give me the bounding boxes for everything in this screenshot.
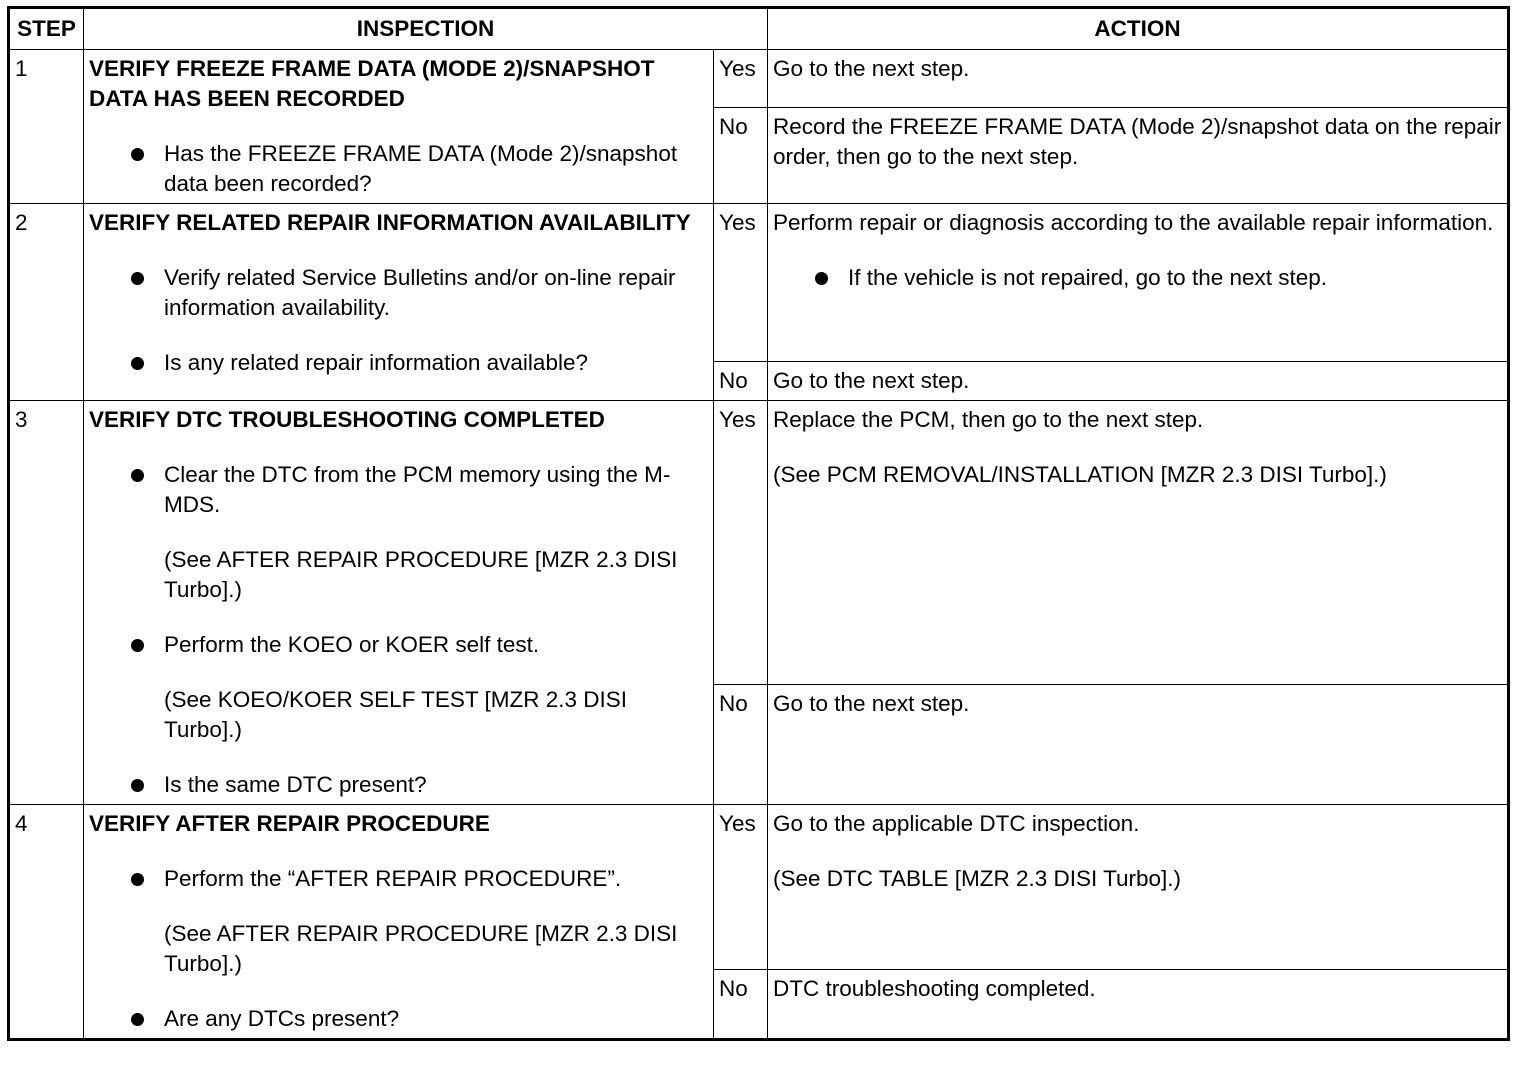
step-title: VERIFY AFTER REPAIR PROCEDURE [89,811,490,836]
step-title: VERIFY DTC TROUBLESHOOTING COMPLETED [89,407,605,432]
inspection-column-header: INSPECTION [84,8,768,50]
step-number: 3 [9,401,84,805]
step-number: 2 [9,204,84,401]
action-text: Record the FREEZE FRAME DATA (Mode 2)/snapshot data on the repair order, then go to the next step. [773,114,1502,169]
inspection-bullet: Perform the “AFTER REPAIR PROCEDURE”. [131,864,708,894]
action-bullet: If the vehicle is not repaired, go to the next step. [815,263,1502,293]
action-text: Perform repair or diagnosis according to the available repair information. [773,210,1494,235]
diagnostic-table [7,6,1510,1041]
step-title: VERIFY FREEZE FRAME DATA (MODE 2)/SNAPSHOT DATA HAS BEEN RECORDED [89,56,655,111]
step-title: VERIFY RELATED REPAIR INFORMATION AVAILABILITY [89,210,691,235]
step-row [9,401,1509,685]
action-text: Go to the next step. [773,691,970,716]
inspection-bullet: Are any DTCs present? [131,1004,708,1034]
step-number: 4 [9,805,84,1040]
step-column-header: STEP [9,8,84,50]
action-text: Go to the next step. [773,56,970,81]
inspection-cell [84,204,714,401]
inspection-bullet: Has the FREEZE FRAME DATA (Mode 2)/snapshot data been recorded? [131,139,708,199]
action-text: Replace the PCM, then go to the next step. [773,407,1204,432]
no-action [768,108,1509,204]
action-text: DTC troubleshooting completed. [773,976,1096,1001]
yes-label: Yes [714,401,768,685]
reference-note: (See PCM REMOVAL/INSTALLATION [MZR 2.3 DISI Turbo].) [773,462,1387,487]
action-text: Go to the next step. [773,368,970,393]
inspection-bullet: Verify related Service Bulletins and/or on-line repair information availability. [131,263,708,323]
no-label: No [714,108,768,204]
inspection-bullet: Is any related repair information available? [131,348,708,378]
no-label: No [714,970,768,1040]
no-action [768,362,1509,401]
step-row [9,50,1509,108]
yes-label: Yes [714,805,768,970]
yes-action [768,805,1509,970]
yes-action [768,401,1509,685]
inspection-bullet: Is the same DTC present? [131,770,708,800]
inspection-bullet: Perform the KOEO or KOER self test. [131,630,708,660]
header-row [9,8,1509,50]
inspection-cell [84,401,714,805]
inspection-cell [84,805,714,1040]
step-row [9,805,1509,970]
step-row [9,204,1509,362]
no-action [768,970,1509,1040]
yes-action [768,50,1509,108]
action-column-header: ACTION [768,8,1509,50]
action-text: Go to the applicable DTC inspection. [773,811,1140,836]
yes-label: Yes [714,204,768,362]
step-number: 1 [9,50,84,204]
reference-note: (See KOEO/KOER SELF TEST [MZR 2.3 DISI Turbo].) [164,687,628,742]
inspection-bullet: Clear the DTC from the PCM memory using the M-MDS. [131,460,708,520]
reference-note: (See AFTER REPAIR PROCEDURE [MZR 2.3 DISI Turbo].) [164,547,678,602]
reference-note: (See AFTER REPAIR PROCEDURE [MZR 2.3 DISI Turbo].) [164,921,678,976]
no-action [768,685,1509,805]
reference-note: (See DTC TABLE [MZR 2.3 DISI Turbo].) [773,866,1182,891]
no-label: No [714,362,768,401]
no-label: No [714,685,768,805]
yes-action [768,204,1509,362]
yes-label: Yes [714,50,768,108]
inspection-cell [84,50,714,204]
